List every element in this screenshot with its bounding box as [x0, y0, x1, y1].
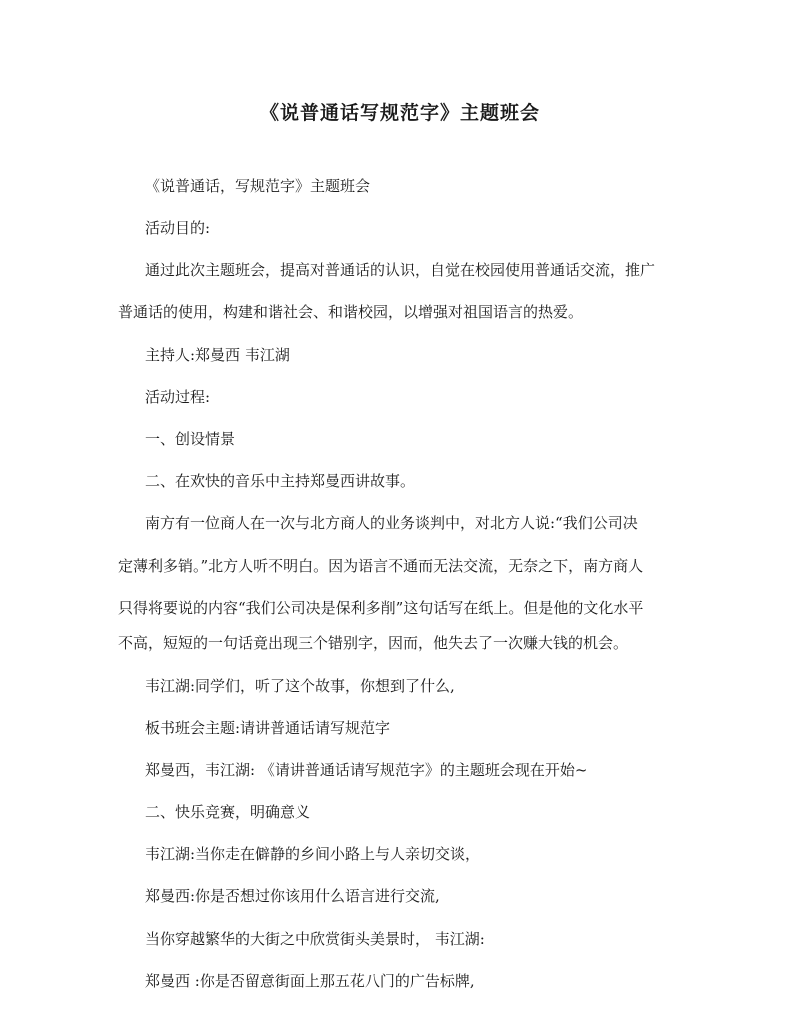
dialogue-line: 郑曼西 :你是否留意街面上那五花八门的广告标牌,	[145, 972, 475, 990]
paragraph-line: 普通话的使用，构建和谐社会、和谐校园，以增强对祖国语言的热爱。	[118, 303, 584, 321]
step-heading: 二、在欢快的音乐中主持郑曼西讲故事。	[145, 472, 416, 490]
dialogue-line: 当你穿越繁华的大街之中欣赏街头美景时， 韦江湖:	[145, 930, 485, 948]
dialogue-line: 韦江湖:同学们，听了这个故事，你想到了什么,	[145, 677, 455, 695]
blackboard-line: 板书班会主题:请讲普通话请写规范字	[145, 719, 391, 737]
story-line: 定薄利多销。”北方人听不明白。因为语言不通而无法交流，无奈之下，南方商人	[118, 557, 644, 575]
story-line: 南方有一位商人在一次与北方商人的业务谈判中，对北方人说:“我们公司决	[145, 514, 638, 532]
dialogue-line: 郑曼西:你是否想过你该用什么语言进行交流,	[145, 887, 440, 905]
section-heading-process: 活动过程:	[145, 388, 211, 406]
story-line: 不高，短短的一句话竟出现三个错别字，因而，他失去了一次赚大钱的机会。	[118, 634, 629, 652]
document-title: 《说普通话写规范字》主题班会	[259, 102, 540, 124]
hosts-line: 主持人:郑曼西 韦江湖	[145, 346, 290, 364]
story-line: 只得将要说的内容“我们公司决是保利多削”这句话写在纸上。但是他的文化水平	[118, 599, 644, 617]
subtitle-line: 《说普通话，写规范字》主题班会	[145, 177, 371, 195]
step-heading: 一、创设情景	[145, 430, 236, 448]
dialogue-line: 韦江湖:当你走在僻静的乡间小路上与人亲切交谈，	[145, 845, 481, 863]
section-heading-purpose: 活动目的:	[145, 219, 211, 237]
paragraph-line: 通过此次主题班会，提高对普通话的认识，自觉在校园使用普通话交流，推广	[145, 261, 656, 279]
step-heading: 二、快乐竞赛，明确意义	[145, 803, 311, 821]
dialogue-line: 郑曼西，韦江湖: 《请讲普通话请写规范字》的主题班会现在开始~	[145, 761, 588, 779]
